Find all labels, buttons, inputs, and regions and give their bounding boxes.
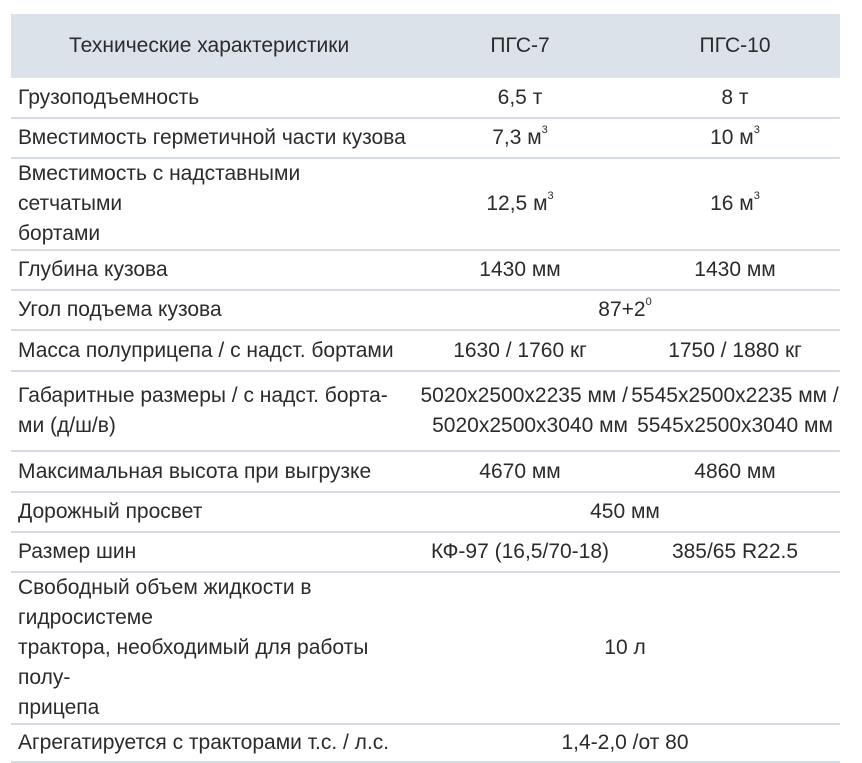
value-text: 16 м (710, 192, 754, 215)
row-value-pgs10 (630, 371, 840, 451)
row-value-pgs7: 4670 мм (479, 459, 561, 483)
row-value-merged (410, 290, 840, 330)
superscript: 3 (541, 124, 548, 136)
header-pgs-10: ПГС-10 (630, 14, 840, 78)
label-line: Свободный объем жидкости в гидросистеме (18, 576, 312, 629)
row-value-merged: 10 л (604, 636, 646, 659)
label-line: ми (д/ш/в) (18, 414, 116, 437)
label-line: трактора, необходимый для работы полу- (18, 636, 369, 689)
table-header-row (11, 14, 840, 78)
row-value-pgs10: 4860 мм (694, 459, 776, 483)
value-line: 5545х2500х2235 мм / (631, 384, 839, 407)
row-label (11, 572, 410, 724)
table-row (11, 572, 840, 724)
label-line: Габаритные размеры / с надст. борта- (18, 384, 388, 407)
superscript: 3 (753, 190, 760, 202)
row-label: Размер шин (18, 540, 137, 563)
value-line: 5020х2500х3040 мм (432, 414, 628, 437)
row-label: Угол подъема кузова (18, 298, 222, 321)
superscript: 3 (547, 190, 554, 202)
table-row (11, 118, 840, 158)
table-row (11, 250, 840, 290)
table-row (11, 371, 840, 451)
row-label: Глубина кузова (18, 258, 168, 281)
superscript: 0 (645, 296, 652, 308)
header-characteristics: Технические характеристики (11, 14, 410, 78)
row-value-pgs7: 1630 / 1760 кг (453, 338, 587, 362)
row-label (11, 371, 410, 451)
table-row (11, 492, 840, 532)
row-value-pgs10 (630, 158, 840, 250)
row-value-pgs7: 6,5 т (497, 85, 543, 109)
row-value-merged: 450 мм (590, 500, 660, 523)
row-label: Дорожный просвет (18, 500, 203, 523)
superscript: 3 (753, 124, 760, 136)
table-row (11, 724, 840, 762)
row-label: Вместимость герметичной части кузова (18, 126, 406, 149)
row-label: Агрегатируется с тракторами т.с. / л.с. (18, 731, 390, 754)
row-value-pgs10: 1750 / 1880 кг (668, 338, 802, 362)
table-row (11, 451, 840, 492)
value-text: 12,5 м (486, 192, 548, 215)
value-text: 7,3 м (492, 126, 542, 149)
row-value-pgs10 (630, 118, 840, 158)
row-value-pgs10: 385/65 R22.5 (671, 540, 799, 563)
table-row (11, 78, 840, 118)
value-line: 5020х2500х2235 мм / (420, 384, 628, 407)
table-row (11, 532, 840, 572)
table-row (11, 330, 840, 371)
row-value-pgs7 (410, 118, 630, 158)
value-line: 5545х2500х3040 мм (637, 414, 833, 437)
value-text: 10 м (710, 126, 754, 149)
label-line: прицепа (18, 696, 100, 719)
row-value-pgs10: 1430 мм (694, 258, 776, 281)
header-pgs-7: ПГС-7 (410, 14, 630, 78)
row-value-pgs7 (410, 371, 630, 451)
value-text: 87+2 (598, 298, 646, 321)
specifications-table (11, 14, 840, 763)
row-label (11, 158, 410, 250)
row-value-pgs7 (410, 158, 630, 250)
row-value-pgs7: КФ-97 (16,5/70-18) (430, 540, 610, 563)
table-row (11, 290, 840, 330)
row-label: Грузоподъемность (18, 85, 200, 109)
row-value-merged: 1,4-2,0 /от 80 (561, 731, 689, 754)
label-line: Вместимость с надставными сетчатыми (18, 162, 301, 215)
table-row (11, 158, 840, 250)
row-value-pgs10: 8 т (721, 85, 749, 109)
row-label: Максимальная высота при выгрузке (18, 459, 372, 483)
label-line: бортами (18, 222, 101, 245)
row-label: Масса полуприцепа / с надст. бортами (18, 338, 394, 362)
row-value-pgs7: 1430 мм (479, 258, 561, 281)
